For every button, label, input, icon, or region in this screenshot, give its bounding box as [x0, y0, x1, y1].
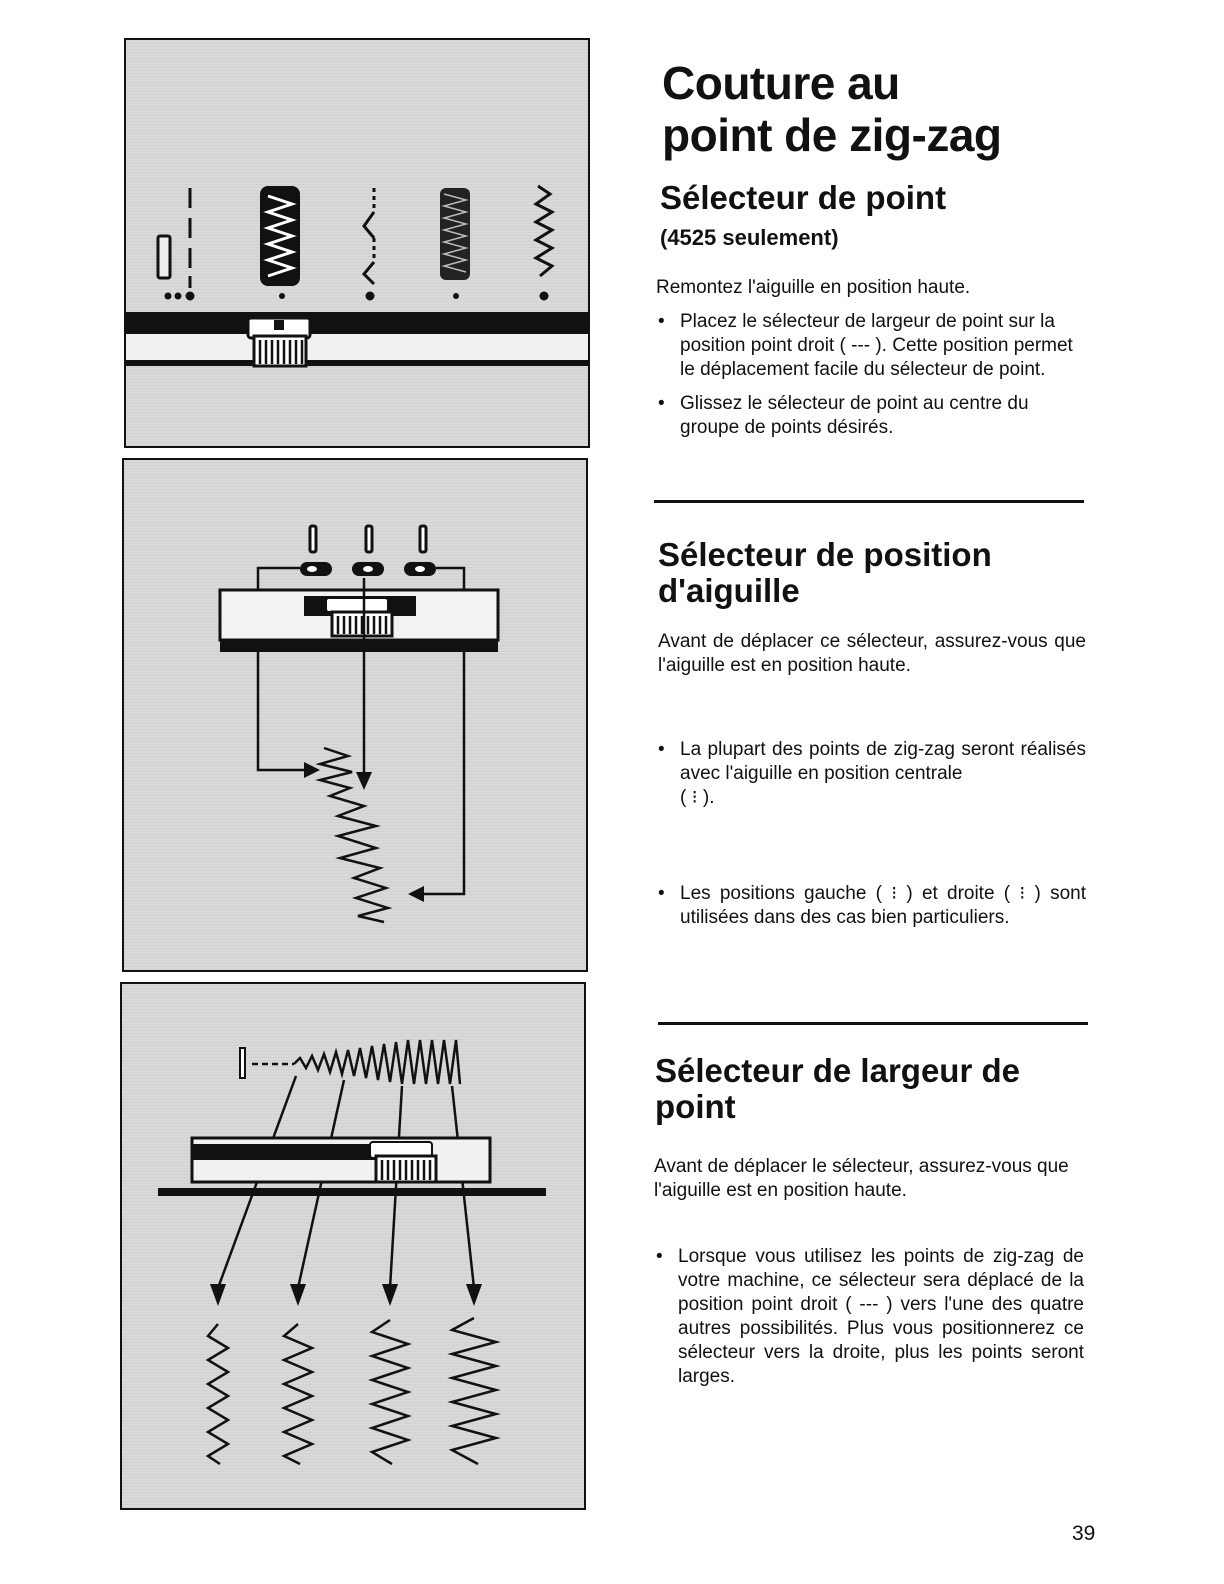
section2-intro: Avant de déplacer ce sélecteur, assurez-vous que l'aiguille est en position haute. — [658, 631, 1086, 676]
section1-bullet: • Glissez le sélecteur de point au centre du groupe de points désirés. — [656, 392, 1086, 440]
zigzag-stitch-symbol — [260, 186, 300, 299]
section-divider — [654, 500, 1084, 503]
page-title-line2: point de zig-zag — [662, 109, 1002, 161]
multi-zigzag-stitch-symbol — [440, 188, 470, 299]
section3-heading-line2: point — [655, 1088, 736, 1125]
section2-bullet1-end: ( ⁝ ). — [680, 787, 715, 808]
needle-position-illustration — [122, 458, 588, 972]
section2-bullet — [656, 738, 1086, 810]
section3-bullet-list — [654, 1245, 1084, 1399]
section2-bullet: • Les positions gauche ( ⁝ ) et droite ( ⁝ ) sont utilisées dans des cas bien particuliers. — [656, 882, 1086, 930]
straight-stitch-symbol — [158, 188, 193, 299]
section3-bullet: • Lorsque vous utilisez les points de zig-zag de votre machine, ce sélecteur sera déplacé de la position point droit ( --- ) vers l'une des quatre autres possibilités. Plus vous positionnerez ce sélecteur vers la droite, plus les points seront larges. — [654, 1245, 1084, 1389]
section2-bullet-list-2 — [656, 882, 1086, 940]
section2-bullet-list-1 — [656, 738, 1086, 820]
stitch-width-illustration — [120, 982, 586, 1510]
section3-intro: Avant de déplacer le sélecteur, assurez-vous que l'aiguille est en position haute. — [654, 1156, 1069, 1201]
page-number: 39 — [1072, 1522, 1096, 1545]
section1-bullet: • Placez le sélecteur de largeur de point sur la position point droit ( --- ). Cette position permet le déplacement facile du sélecteur de point. — [656, 310, 1086, 382]
section2-bullet1-text: La plupart des points de zig-zag seront réalisés avec l'aiguille en position centrale — [680, 739, 1086, 784]
section1-intro: Remontez l'aiguille en position haute. — [656, 277, 971, 298]
stitch-selector-knob — [248, 318, 310, 366]
stretch-stitch-symbol — [536, 186, 552, 299]
section1-bullet-list — [656, 310, 1086, 450]
blind-stitch-symbol — [364, 188, 374, 299]
section2-heading-line1: Sélecteur de position — [658, 536, 992, 573]
section1-subheading: (4525 seulement) — [660, 225, 839, 250]
section1-heading: Sélecteur de point — [660, 179, 947, 216]
page-title-line1: Couture au — [662, 57, 900, 109]
section3-heading-line1: Sélecteur de largeur de — [655, 1052, 1020, 1089]
stitch-selector-illustration — [124, 38, 590, 448]
section-divider — [658, 1022, 1088, 1025]
section2-heading-line2: d'aiguille — [658, 572, 800, 609]
